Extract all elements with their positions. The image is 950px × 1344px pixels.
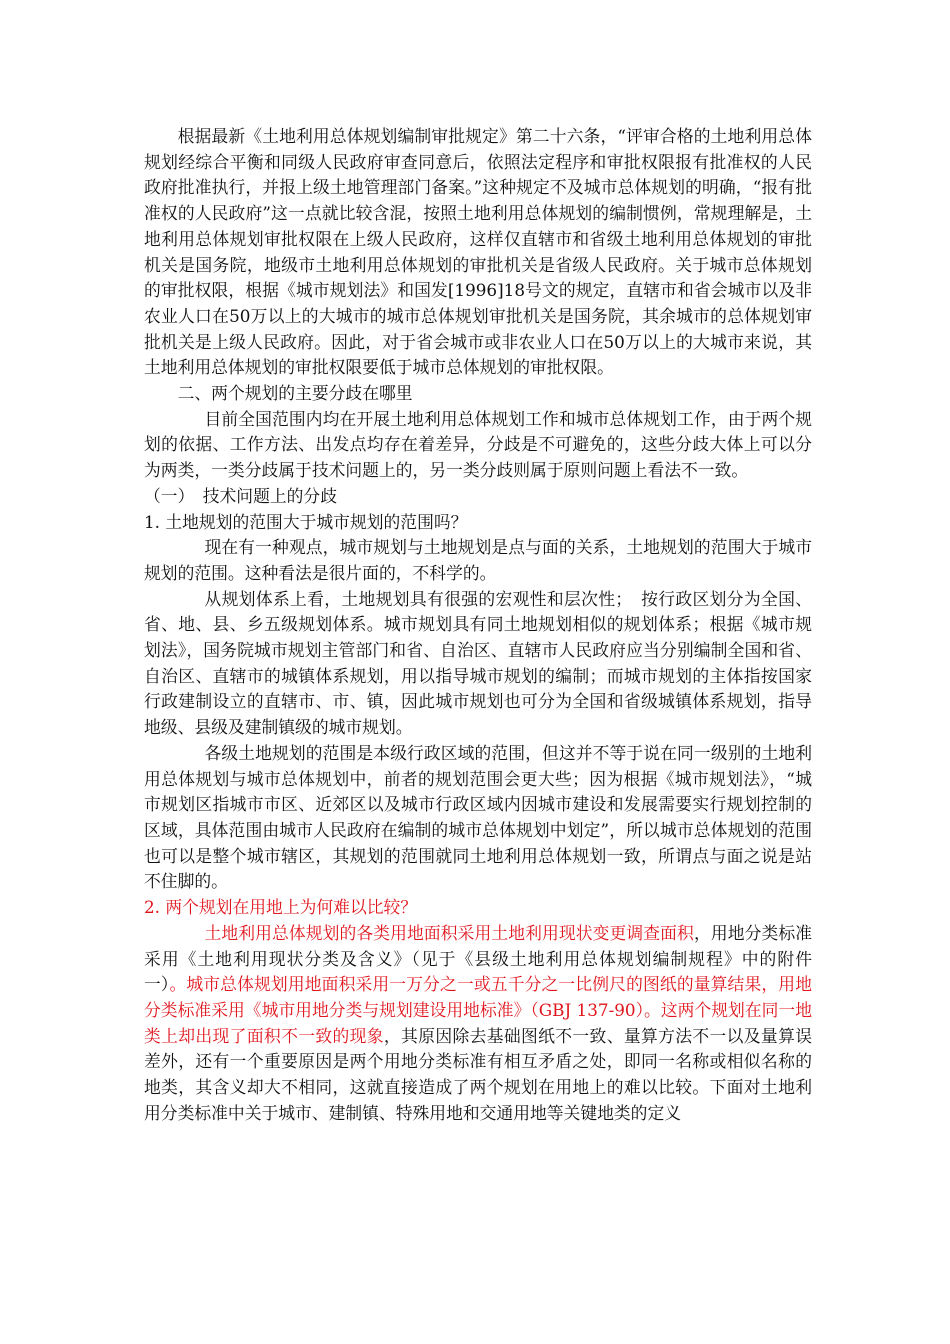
paragraph-divergence-intro: 目前全国范围内均在开展土地利用总体规划工作和城市总体规划工作，由于两个规划的依据、工作方法、出发点均存在着差异，分歧是不可避免的，这些分歧大体上可以分为两类，一类分歧属于技术问题上的，另一类分歧则属于原则问题上看法不一致。 xyxy=(144,408,812,481)
paragraph-approval-authority: 根据最新《土地利用总体规划编制审批规定》第二十六条，“评审合格的土地利用总体规划经综合平衡和同级人民政府审查同意后，依照法定程序和审批权限报有批准权的人民政府批准执行，并报上级土地管理部门备案。”这种规定不及城市总体规划的明确，“报有批准权的人民政府”这一点就比较含混，按照土地利用总体规划的编制惯例，常规理解是，土地利用总体规划审批权限在上级人民政府，这样仅直辖市和省级土地利用总体规划的审批机关是国务院，地级市土地利用总体规划的审批机关是省级人民政府。关于城市总体规划的审批权限，根据《城市规划法》和国发[1996]18号文的规定，直辖市和省会城市以及非农业人口在50万以上的大城市的城市总体规划审批机关是国务院，其余城市的总体规划审批机关是上级人民政府。因此，对于省会城市或非农业人口在50万以上的大城市来说，其土地利用总体规划的审批权限要低于城市总体规划的审批权限。 xyxy=(144,126,812,378)
section-heading-2: 二、两个规划的主要分歧在哪里 xyxy=(177,383,413,404)
paragraph-point-vs-area: 现在有一种观点，城市规划与土地规划是点与面的关系，土地规划的范围大于城市规划的范围。这种看法是很片面的，不科学的。 xyxy=(144,537,812,583)
highlight-red-1: 土地利用总体规划的各类用地面积采用土地利用现状变更调查面积 xyxy=(204,922,694,943)
highlight-red-2: 。城市总体规划用地面积采用一万分之一或五千分之一比例尺的图纸的量算结果，用地分类标准采用《城市用地分类与规划建设用地标准》（GBJ 137-90）。这两个规划在同一地类上却出现了面积不一致的现象 xyxy=(144,974,812,1046)
paragraph-land-classification xyxy=(144,921,812,1127)
text-segment-1: ，用地分类标准采用《土地利用现状分类及含义》（见于《县级土地利用总体规划编制规程》中的附件一） xyxy=(144,922,812,995)
paragraph-planning-system: 从规划体系上看，土地规划具有很强的宏观性和层次性； 按行政区划分为全国、省、地、县、乡五级规划体系。城市规划具有同土地规划相似的规划体系；根据《城市规划法》，国务院城市规划主管部门和省、自治区、直辖市人民政府应当分别编制全国和省、自治区、直辖市的城镇体系规划，用以指导城市规划的编制；而城市规划的主体指按国家行政建制设立的直辖市、市、镇，因此城市规划也可分为全国和省级城镇体系规划，指导地级、县级及建制镇级的城市规划。 xyxy=(144,588,812,738)
question-2-heading: 2. 两个规划在用地上为何难以比较？ xyxy=(144,897,418,918)
text-segment-2: ，其原因除去基础图纸不一致、量算方法不一以及量算误差外，还有一个重要原因是两个用地分类标准有相互矛盾之处，即同一名称或相似名称的地类，其含义却大不相同，这就直接造成了两个规划在用地上的难以比较。下面对土地利用分类标准中关于城市、建制镇、特殊用地和交通用地等关键地类的定义 xyxy=(144,1025,812,1123)
question-1-heading: 1. 土地规划的范围大于城市规划的范围吗？ xyxy=(144,511,468,532)
subsection-heading-technical: （一） 技术问题上的分歧 xyxy=(144,485,337,506)
document-body xyxy=(144,124,812,1126)
paragraph-planning-scope: 各级土地规划的范围是本级行政区域的范围，但这并不等于说在同一级别的土地利用总体规划与城市总体规划中，前者的规划范围会更大些；因为根据《城市规划法》，“城市规划区指城市市区、近郊区以及城市行政区域内因城市建设和发展需要实行规划控制的区域，具体范围由城市人民政府在编制的城市总体规划中划定”，所以城市总体规划的范围也可以是整个城市辖区，其规划的范围就同土地利用总体规划一致，所谓点与面之说是站不住脚的。 xyxy=(144,742,812,892)
